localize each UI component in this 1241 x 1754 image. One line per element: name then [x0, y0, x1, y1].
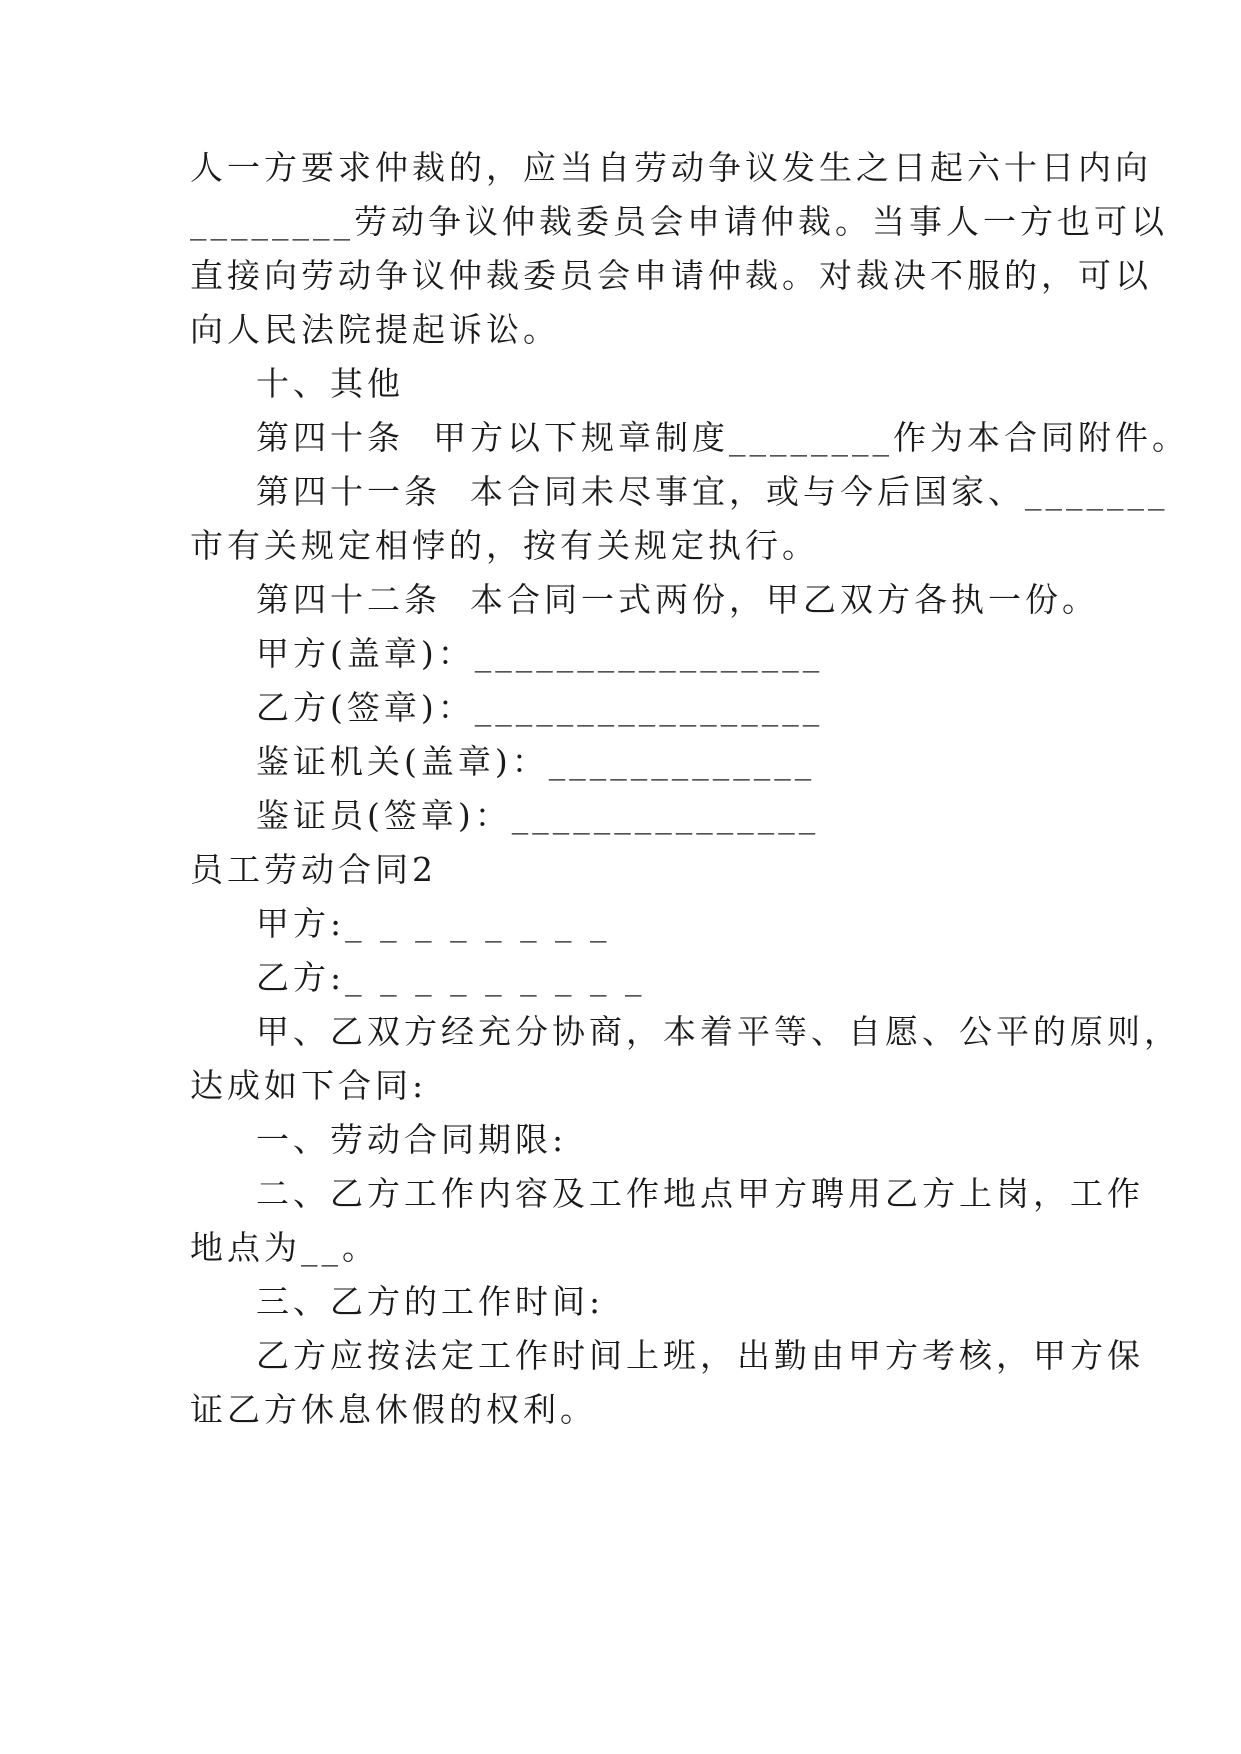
paragraph-line: 证乙方休息休假的权利。 — [190, 1390, 597, 1429]
paragraph-line: 达成如下合同: — [190, 1066, 428, 1105]
paragraph-line: 乙方应按法定工作时间上班，出勤由甲方考核，甲方保 — [256, 1336, 1144, 1375]
signature-line: 甲方(盖章)：_________________ — [256, 634, 824, 673]
party-line: 乙方:_ _ _ _ _ _ _ _ _ — [256, 958, 646, 997]
paragraph-line: 二、乙方工作内容及工作地点甲方聘用乙方上岗，工作 — [256, 1174, 1144, 1213]
section-heading: 十、其他 — [256, 364, 404, 403]
paragraph-line: 向人民法院提起诉讼。 — [190, 310, 560, 349]
paragraph-line: 市有关规定相悖的，按有关规定执行。 — [190, 526, 819, 565]
clause-heading: 一、劳动合同期限: — [256, 1120, 568, 1159]
document-title: 员工劳动合同2 — [190, 850, 437, 889]
party-line: 甲方:_ _ _ _ _ _ _ _ — [256, 904, 611, 943]
signature-line: 鉴证员(签章)：_______________ — [256, 796, 820, 835]
signature-line: 鉴证机关(盖章)：_____________ — [256, 742, 816, 781]
paragraph-line: 人一方要求仲裁的，应当自劳动争议发生之日起六十日内向 — [190, 148, 1152, 187]
paragraph-line: 直接向劳动争议仲裁委员会申请仲裁。对裁决不服的，可以 — [190, 256, 1152, 295]
paragraph-line: 地点为__。 — [190, 1228, 379, 1267]
article-line: 第四十条 甲方以下规章制度________作为本合同附件。 — [256, 418, 1189, 457]
article-line: 第四十二条 本合同一式两份，甲乙双方各执一份。 — [256, 580, 1099, 619]
signature-line: 乙方(签章)：_________________ — [256, 688, 824, 727]
clause-heading: 三、乙方的工作时间: — [256, 1282, 605, 1321]
paragraph-line: 甲、乙双方经充分协商，本着平等、自愿、公平的原则， — [256, 1012, 1181, 1051]
paragraph-line: ________劳动争议仲裁委员会申请仲裁。当事人一方也可以 — [190, 202, 1168, 241]
article-line: 第四十一条 本合同未尽事宜，或与今后国家、_______ — [256, 472, 1169, 511]
